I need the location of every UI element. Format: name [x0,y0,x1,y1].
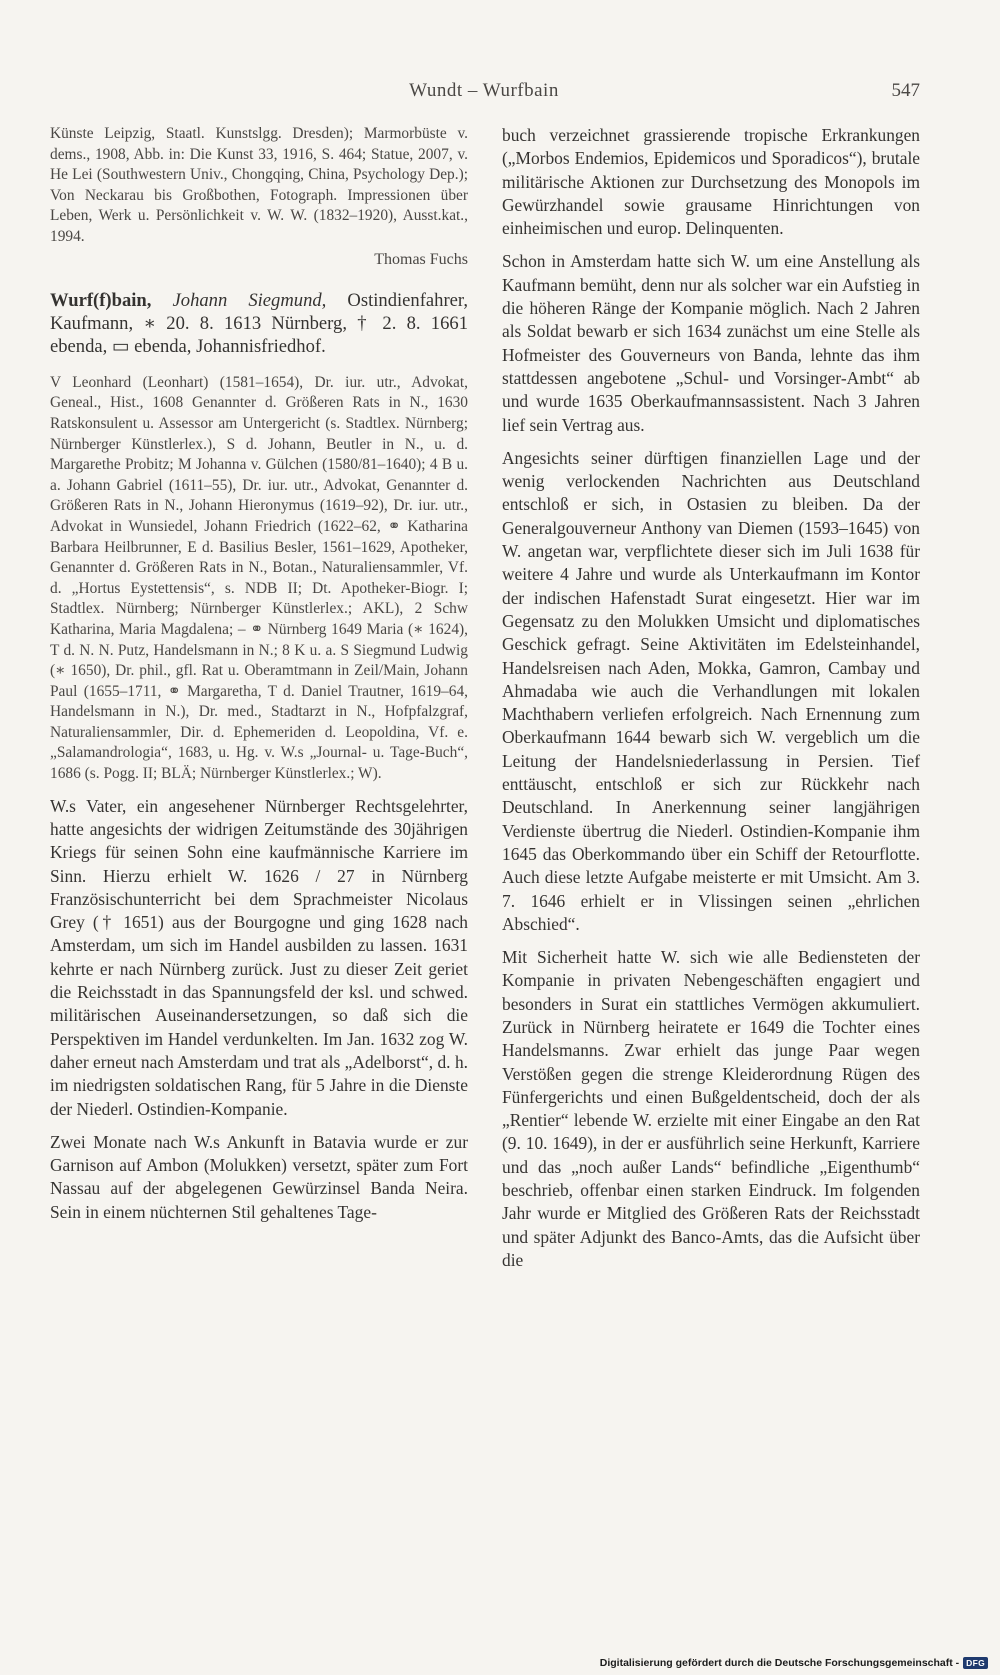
entry-given-name: Johann Siegmund, [172,289,327,311]
body-paragraph: W.s Vater, ein angesehener Nürnberger Rechtsgelehrter, hatte angesichts der widrigen Zeitumstände des 30jährigen Kriegs für seinen Sohn eine kaufmännische Karriere im Sinn. Hierzu erhielt W. 1626 / 27 in Nürnberg Französischunterricht bei dem Sprachmeister Nicolaus Grey († 1651) aus der Bourgogne und ging 1628 nach Amsterdam, um sich im Handel ausbilden zu lassen. 1631 kehrte er nach Nürnberg zurück. Just zu dieser Zeit geriet die Reichsstadt in das Spannungsfeld der ksl. und schwed. militärischen Auseinandersetzungen, so daß sich die Perspektiven im Handel verdunkelten. Im Jan. 1632 zog W. daher erneut nach Amsterdam und trat als „Adelborst“, d. h. im niedrigsten soldatischen Rang, für 5 Jahre in die Dienste der Niederl. Ostindien-Kompanie. [50,795,468,1119]
previous-entry-author: Thomas Fuchs [374,250,468,268]
body-paragraph: Angesichts seiner dürftigen finanziellen Lage und der wenig verlockenden Nachrichten aus Deutschland entschloß er sich, in Ostasien zu bleiben. Da der Generalgouverneur Anthony van Diemen (1593–1645) von W. angetan war, verpflichtete dieser sich im Juli 1638 für weitere 4 Jahre und wurde als Unterkaufmann im Kontor der indischen Hafenstadt Surat eingesetzt. Hier war im Gegensatz zu den Molukken Umsicht und diplomatisches Geschick gefragt. Seine Aktivitäten im Edelsteinhandel, Handelsreisen nach Aden, Mokka, Gamron, Cambay und Ahmadaba wie auch die Verhandlungen mit lokalen Machthabern verliefen erfolgreich. Nach Ernennung zum Oberkaufmann 1644 bewarb sich W. vergeblich um die Leitung der Handelsniederlassung in Persien. Tief enttäuscht, entschloß er sich zur Rückkehr nach Deutschland. In Anerkennung seiner langjährigen Verdienste übertrug die Niederl. Ostindien-Kompanie ihm 1645 das Oberkommando über ein Schiff der Retourflotte. Auch diese letzte Aufgabe meisterte er mit Umsicht. Am 3. 7. 1646 erhielt er in Vlissingen seinen „ehrlichen Abschied“. [502,447,920,934]
body-paragraph: buch verzeichnet grassierende tropische Erkrankungen („Morbos Endemios, Epidemicos und Sporadicos“), brutale militärische Aktionen zur Durchsetzung des Monopols im Gewürzhandel sowie grausame Hinrichtungen von einheimischen und europ. Delinquenten. [502,125,920,239]
digitization-footer [600,1655,988,1671]
entry-heading [50,289,468,359]
dfg-logo-icon: DFG [963,1657,988,1669]
left-column [50,124,468,1224]
right-column [502,124,920,1272]
body-paragraph: Mit Sicherheit hatte W. sich wie alle Bediensteten der Kompanie in privaten Nebengeschäften engagiert und besonders in Surat ein stattliches Vermögen akkumuliert. Zurück in Nürnberg heiratete er 1649 die Tochter eines Handelsmanns. Zwar erhielt das junge Paar wegen Verstößen gegen die strenge Kleiderordnung Rügen des Fünfergerichts und einen Bußgeldentscheid, doch der als „Rentier“ lebende W. erzielte mit einer Eingabe an den Rat (9. 10. 1649), in der er ausführlich seine Herkunft, Karriere und das „noch außer Lands“ befindliche „Eigenthumb“ beschrieb, offenbar einen starken Eindruck. Im folgenden Jahr wurde er Mitglied des Größeren Rats der Reichsstadt und später Adjunkt des Banco-Amts, das die Aufsicht über die [502,947,920,1270]
running-head-title: Wundt – Wurfbain [409,80,559,101]
running-head [48,80,920,106]
page-number: 547 [891,80,920,101]
entry-description: Ostindienfahrer, Kaufmann, ∗ 20. 8. 1613 Nürnberg, † 2. 8. 1661 ebenda, ▭ ebenda, Johannisfriedhof. [50,289,469,358]
entry-surname: Wurf(f)bain, [50,289,152,311]
body-paragraph: Schon in Amsterdam hatte sich W. um eine Anstellung als Kaufmann bemüht, denn nur als solcher war ein Aufstieg in die höheren Ränge der Kompanie möglich. Nach 2 Jahren als Soldat bewarb er sich 1634 zunächst um eine Stelle als Hofmeister des Gouverneurs von Banda, lehnte das ihm stattdessen angebotene „Schul- und Vorsinger-Ambt“ ab und wurde 1635 Oberkaufmannsassistent. Nach 3 Jahren lief sein Vertrag aus. [502,251,920,435]
previous-entry-bibliography: Künste Leipzig, Staatl. Kunstslgg. Dresden); Marmorbüste v. dems., 1908, Abb. in: Die Kunst 33, 1916, S. 464; Statue, 2007, v. He Lei (Southwestern Univ., Chongqing, China, Psychology Dep.); Von Neckarau bis Großbothen, Fotograph. Impressionen über Leben, Werk u. Persönlichkeit v. W. W. (1832–1920), Ausst.kat., 1994. [50,125,468,245]
footer-credit: Digitalisierung gefördert durch die Deutsche Forschungsgemeinschaft - [599,1657,960,1669]
body-paragraph: Zwei Monate nach W.s Ankunft in Batavia wurde er zur Garnison auf Ambon (Molukken) versetzt, später zum Fort Nassau auf der abgelegenen Gewürzinsel Banda Neira. Sein in einem nüchternen Stil gehaltenes Tage- [50,1131,468,1222]
genealogy-block: V Leonhard (Leonhart) (1581–1654), Dr. iur. utr., Advokat, Geneal., Hist., 1608 Genannter d. Größeren Rats in N., 1630 Ratskonsulent u. Assessor am Untergericht (s. Stadtlex. Nürnberg; Nürnberger Künstlerlex.), S d. Johann, Beutler in N., u. d. Margarethe Probitz; M Johanna v. Gülchen (1580/81–1640); 4 B u. a. Johann Gabriel (1611–55), Dr. iur. utr., Advokat, Genannter d. Größeren Rats in N., Johann Hieronymus (1619–92), Dr. iur. utr., Advokat in Wunsiedel, Johann Friedrich (1622–62, ⚭ Katharina Barbara Heilbrunner, E d. Basilius Besler, 1561–1629, Apotheker, Genannter d. Größeren Rats in N., Botan., Naturaliensammler, Vf. d. „Hortus Eystettensis“, s. NDB II; Dt. Apotheker-Biogr. I; Stadtlex. Nürnberg; Nürnberger Künstlerlex.; AKL), 2 Schw Katharina, Maria Magdalena; – ⚭ Nürnberg 1649 Maria (∗ 1624), T d. N. N. Putz, Handelsmann in N.; 8 K u. a. S Siegmund Ludwig (∗ 1650), Dr. phil., gfl. Rat u. Oberamtmann in Zeil/Main, Johann Paul (1655–1711, ⚭ Margaretha, T d. Daniel Trautner, 1619–64, Handelsmann in N.), Dr. med., Stadtarzt in N., Hofpfalzgraf, Naturaliensammler, Dir. d. Ephemeriden d. Leopoldina, Vf. e. „Salamandrologia“, 1683, u. Hg. v. W.s „Journal- u. Tage-Buch“, 1686 (s. Pogg. II; BLÄ; Nürnberger Künstlerlex.; W). [50,373,468,783]
